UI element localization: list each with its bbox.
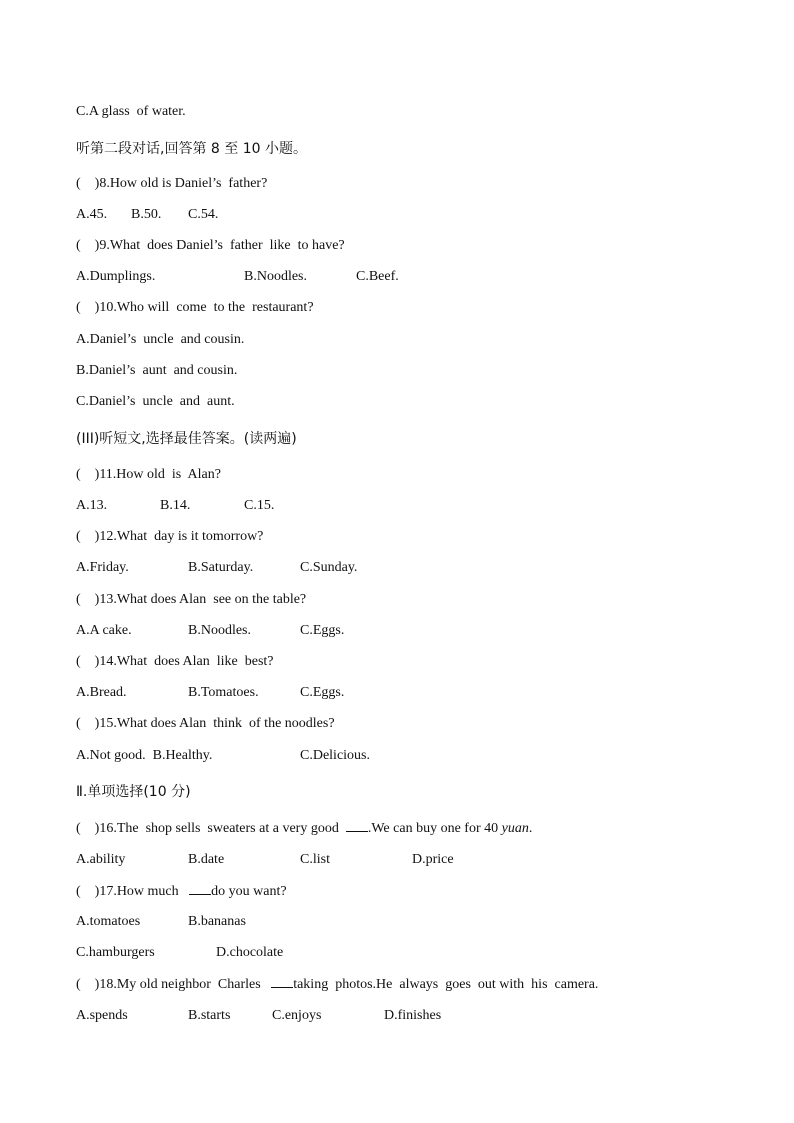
q12-option-c: C.Sunday. [300,560,358,575]
q10-option-b: B.Daniel’s aunt and cousin. [76,363,238,378]
q17-option-d: D.chocolate [216,945,284,960]
q16-text-middle: .We can buy one for 40 [367,821,502,836]
question-17-options-row-2 [76,944,284,962]
section-heading-part-iii: (III)听短文,选择最佳答案。(读两遍) [76,431,297,447]
question-18-options [76,1007,442,1025]
question-11-options [76,497,275,515]
q18-option-d: D.finishes [384,1008,442,1023]
question-14: ( )14.What does Alan like best? [76,654,274,669]
q14-option-c: C.Eggs. [300,685,345,700]
q17-option-b: B.bananas [188,914,246,929]
q7-option-c: C.A glass of water. [76,104,186,119]
q16-option-c: C.list [300,852,330,867]
answer-blank [346,819,368,832]
q17-text-start: ( )17.How much [76,884,190,899]
q10-option-a: A.Daniel’s uncle and cousin. [76,332,245,347]
q13-option-b: B.Noodles. [188,623,251,638]
q17-option-a: A.tomatoes [76,914,141,929]
q14-option-a: A.Bread. [76,685,127,700]
q13-option-a: A.A cake. [76,623,132,638]
answer-blank [189,882,211,895]
q17-text-end: do you want? [211,884,287,899]
q13-option-c: C.Eggs. [300,623,345,638]
question-17 [76,882,287,900]
q8-option-a: A.45. [76,207,108,222]
q12-option-a: A.Friday. [76,560,129,575]
q18-option-c: C.enjoys [272,1008,322,1023]
q15-option-a-b: A.Not good. B.Healthy. [76,748,213,763]
q14-option-b: B.Tomatoes. [188,685,259,700]
q8-option-c: C.54. [188,207,219,222]
question-8-options [76,206,219,224]
q9-option-b: B.Noodles. [244,269,307,284]
q16-text-start: ( )16.The shop sells sweaters at a very good [76,821,346,836]
q18-option-a: A.spends [76,1008,128,1023]
question-10: ( )10.Who will come to the restaurant? [76,300,314,315]
question-12: ( )12.What day is it tomorrow? [76,529,264,544]
question-15-options [76,747,370,765]
question-9-options [76,268,399,286]
question-18 [76,975,598,993]
q16-italic-word: yuan [501,821,529,836]
question-17-options-row-1 [76,913,246,931]
question-15: ( )15.What does Alan think of the noodles? [76,716,335,731]
q16-option-b: B.date [188,852,225,867]
question-9: ( )9.What does Daniel’s father like to have? [76,238,345,253]
question-16-options [76,851,454,869]
question-8: ( )8.How old is Daniel’s father? [76,176,268,191]
q18-text-end: taking photos.He always goes out with his camera. [293,977,599,992]
q15-option-c: C.Delicious. [300,748,370,763]
section-instruction-dialog-2: 听第二段对话,回答第 8 至 10 小题。 [76,141,307,157]
q11-option-a: A.13. [76,498,108,513]
q17-option-c: C.hamburgers [76,945,155,960]
answer-blank [271,975,293,988]
q11-option-c: C.15. [244,498,275,513]
q16-option-d: D.price [412,852,454,867]
q18-option-b: B.starts [188,1008,231,1023]
q9-option-c: C.Beef. [356,269,399,284]
q10-option-c: C.Daniel’s uncle and aunt. [76,394,235,409]
q18-text-start: ( )18.My old neighbor Charles [76,977,272,992]
q16-option-a: A.ability [76,852,126,867]
q12-option-b: B.Saturday. [188,560,254,575]
q16-text-end: . [528,821,533,836]
section-heading-part-ii: Ⅱ.单项选择(10 分) [76,784,191,800]
question-16 [76,819,532,837]
question-13: ( )13.What does Alan see on the table? [76,592,307,607]
question-12-options [76,559,358,577]
q8-option-b: B.50. [131,207,162,222]
question-13-options [76,622,345,640]
question-14-options [76,684,345,702]
question-11: ( )11.How old is Alan? [76,467,221,482]
q11-option-b: B.14. [160,498,191,513]
q9-option-a: A.Dumplings. [76,269,156,284]
